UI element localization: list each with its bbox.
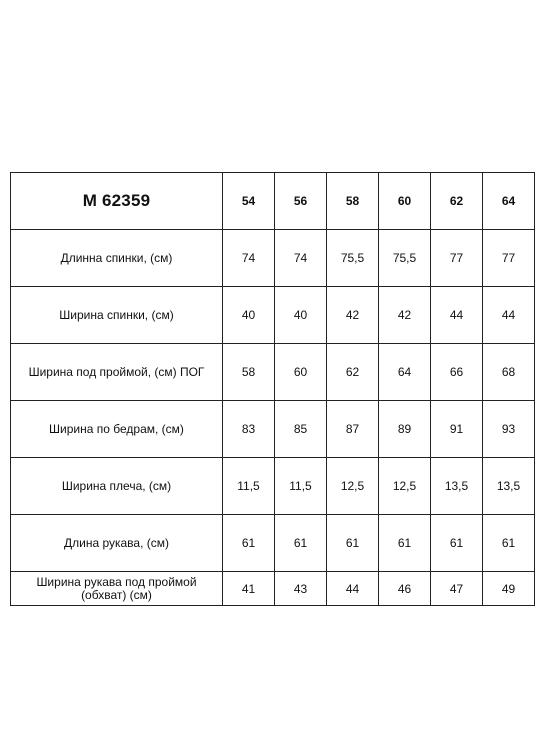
table-cell: 58: [223, 344, 275, 401]
table-cell: 93: [483, 401, 535, 458]
table-row: [11, 287, 535, 344]
table-cell: 75,5: [379, 230, 431, 287]
table-cell: 13,5: [431, 458, 483, 515]
table-cell: 41: [223, 572, 275, 606]
table-cell: 11,5: [223, 458, 275, 515]
row-label: Длинна спинки, (см): [11, 230, 223, 287]
row-label: Ширина плеча, (см): [11, 458, 223, 515]
size-header: 56: [275, 173, 327, 230]
table-row: [11, 515, 535, 572]
table-cell: 61: [483, 515, 535, 572]
table-cell: 60: [275, 344, 327, 401]
header-row: [11, 173, 535, 230]
size-header: 62: [431, 173, 483, 230]
table-cell: 44: [431, 287, 483, 344]
table-cell: 40: [275, 287, 327, 344]
table-cell: 13,5: [483, 458, 535, 515]
table-cell: 74: [275, 230, 327, 287]
table-cell: 12,5: [327, 458, 379, 515]
table-cell: 83: [223, 401, 275, 458]
table-cell: 42: [379, 287, 431, 344]
row-label: Ширина рукава под проймой (обхват) (см): [11, 572, 223, 606]
table-cell: 61: [379, 515, 431, 572]
table-cell: 91: [431, 401, 483, 458]
table-row: [11, 458, 535, 515]
row-label: Ширина под проймой, (см) ПОГ: [11, 344, 223, 401]
table-cell: 61: [223, 515, 275, 572]
table-row: [11, 230, 535, 287]
table-row: [11, 572, 535, 606]
table-cell: 62: [327, 344, 379, 401]
size-header: 58: [327, 173, 379, 230]
table-cell: 85: [275, 401, 327, 458]
table-row: [11, 401, 535, 458]
table-cell: 49: [483, 572, 535, 606]
size-header: 54: [223, 173, 275, 230]
model-number: M 62359: [11, 173, 223, 230]
table-cell: 12,5: [379, 458, 431, 515]
table-cell: 64: [379, 344, 431, 401]
row-label: Ширина по бедрам, (см): [11, 401, 223, 458]
table-cell: 77: [431, 230, 483, 287]
table-cell: 11,5: [275, 458, 327, 515]
size-header: 64: [483, 173, 535, 230]
table-cell: 47: [431, 572, 483, 606]
table-cell: 89: [379, 401, 431, 458]
size-chart-table: [10, 172, 535, 606]
table-cell: 44: [483, 287, 535, 344]
table-cell: 46: [379, 572, 431, 606]
table-cell: 77: [483, 230, 535, 287]
table-cell: 75,5: [327, 230, 379, 287]
table-cell: 66: [431, 344, 483, 401]
table-row: [11, 344, 535, 401]
table-cell: 68: [483, 344, 535, 401]
table-cell: 61: [431, 515, 483, 572]
table-cell: 40: [223, 287, 275, 344]
table-cell: 61: [275, 515, 327, 572]
table-cell: 61: [327, 515, 379, 572]
size-header: 60: [379, 173, 431, 230]
table-cell: 42: [327, 287, 379, 344]
table-cell: 44: [327, 572, 379, 606]
row-label: Длина рукава, (см): [11, 515, 223, 572]
table-cell: 43: [275, 572, 327, 606]
table-cell: 74: [223, 230, 275, 287]
row-label: Ширина спинки, (см): [11, 287, 223, 344]
table-cell: 87: [327, 401, 379, 458]
